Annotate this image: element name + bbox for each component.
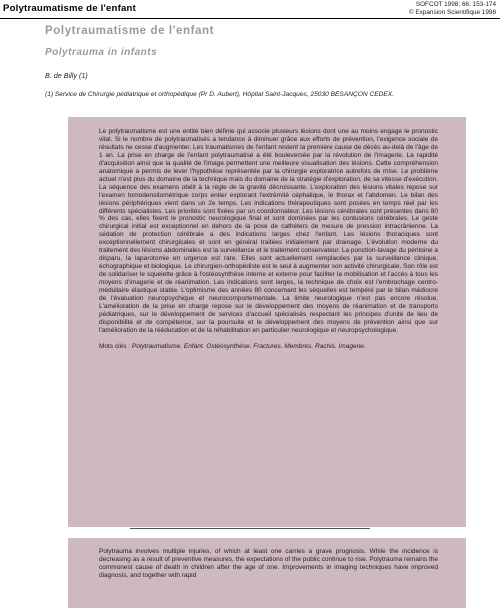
abstract-french-body: Le polytraumatisme est une entité bien définie qui associe plusieurs lésions dont une au moins engage le pronostic vital. Si le nombre de polytraumatisés a tendance à diminuer grâce aux efforts de prévention, l'exigence sociale de résultats ne cesse d'augmenter. Les traumatismes de l'enfant restent la première cause de décès au-delà de l'âge de 1 an. La prise en charge de l'enfant polytraumatisé a été bouleversée par la révolution de l'imagerie. La rapidité d'acquisition ainsi que la qualité de l'image permettent une meilleure visualisation des lésions. Cette compréhension anatomique a permis de lever l'hypothèse représentée par la chirurgie exploratrice autrefois de mise. Le problème actuel n'est plus du domaine de la technique mais du domaine de la stratégie d'exploration, de sa vitesse d'exécution. La séquence des examens obéit à la règle de la gravité décroissante. L'exploration des lésions vitales repose sur l'examen tomodensitométrique corps entier explorant l'extrémité céphalique, le thorax et l'abdomen. Le bilan des lésions périphériques vient dans un 2e temps. Les indications thérapeutiques sont posées en temps réel par les différents spécialistes. Les priorités sont fixées par un coordonnateur. Les lésions cérébrales sont présentes dans 80 % des cas, elles fixent le pronostic neurologique final et sont dominées par les contusions cérébrales. Le geste chirurgical initial est exceptionnel en dehors de la pose de cathéters de mesure de pression intracrânienne. La sédation de protection cérébrale a des indications larges chez l'enfant. Les lésions thoraciques sont exceptionnellement chirurgicales et sont en général traitées initialement par drainage. L'évolution moderne du traitement des lésions abdominales est la surveillance et le traitement conservateur. La ponction-lavage du péritoine a disparu, la laparotomie en urgence est rare. Elles sont actuellement remplacées par la surveillance clinique, échographique et biologique. Le chirurgien-orthopédiste est le seul à augmenter son activité chirurgicale. Son rôle est de solidariser le squelette grâce à l'ostéosynthèse interne et externe pour faciliter la mobilisation et l'accès à tous les moyens d'imagerie et de réanimation. Les indications sont larges, la technique de choix est l'embrochage centro-médullaire élastique stable. L'optimisme des années 80 concernant les séquelles est tempéré par le bilan médiocre de l'évaluation neuropsychique et neurocomportementale. La limite neurologique n'est pas encore résolue. L'amélioration de la prise en charge repose sur le développement des moyens de réanimation et de transports pédiatriques, sur le développement de services d'accueil spécialisés respectant les principes d'unité de lieu de disponibilité et de compétence, sur la poursuite et le développement des moyens de prévention ainsi que sur l'amélioration de la rééducation et de la réhabilitation en particulier neurologique et neuropsychologique. xyxy=(99,128,438,334)
article-authors: B. de Billy (1) xyxy=(45,71,88,80)
abstract-french xyxy=(68,117,466,527)
abstract-english xyxy=(68,538,466,608)
section-divider xyxy=(130,528,370,529)
journal-copyright: © Expansion Scientifique 1998 xyxy=(408,9,496,16)
keywords-label: Mots clés : xyxy=(99,342,131,350)
running-title: Polytraumatisme de l'enfant xyxy=(3,3,136,14)
author-affiliation: (1) Service de Chirurgie pédiatrique et orthopédique (Pr D. Aubert), Hôpital Saint-Jacques, 25030 BESANÇON CEDEX. xyxy=(45,91,395,98)
article-title-english: Polytrauma in infants xyxy=(45,47,158,58)
abstract-english-body: Polytrauma involves multiple injuries, of which at least one carries a grave prognosis. While the incidence is decreasing as a result of preventive measures, the expectations of the public continue to rise. Polytrauma remains the commonest cause of death in children after the age of one. Improvements in imaging techniques have improved diagnosis, and together with rapid xyxy=(99,548,438,579)
keywords-line xyxy=(99,343,438,351)
keywords-values: Polytraumatisme. Enfant. Ostéosynthèse. Fractures. Membres. Rachis. Imagerie. xyxy=(131,342,366,350)
journal-citation: SOFCOT 1998; 66: 153-174 xyxy=(415,1,496,8)
journal-reference xyxy=(409,1,496,17)
page-header xyxy=(0,0,500,19)
article-title-french: Polytraumatisme de l'enfant xyxy=(45,25,215,37)
